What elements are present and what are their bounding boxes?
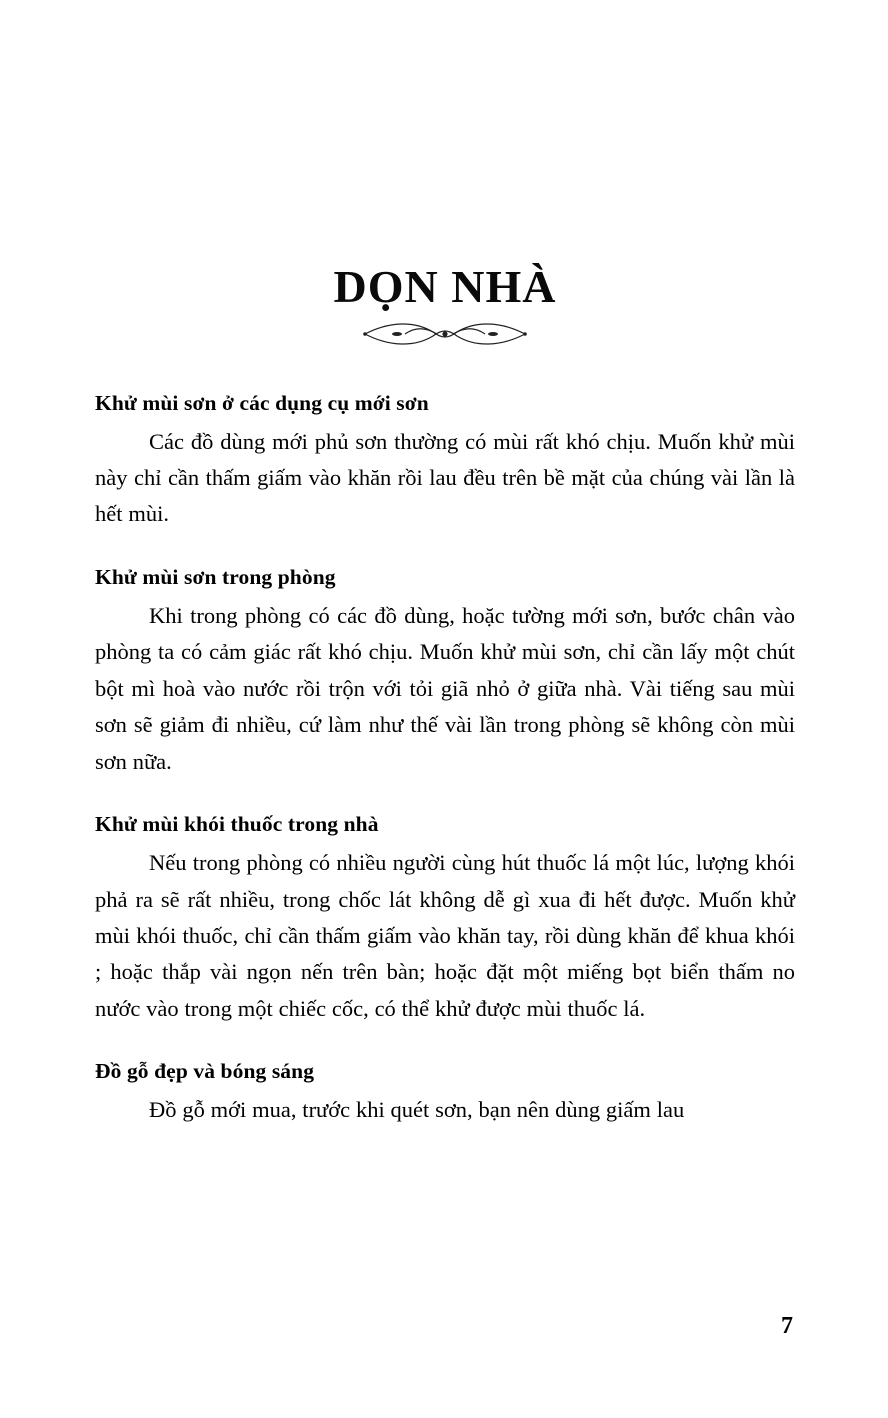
section-block [95,810,795,1027]
section-heading: Đồ gỗ đẹp và bóng sáng [95,1059,315,1084]
chapter-title: DỌN NHÀ [333,261,557,312]
section-block [95,563,795,780]
section-paragraph: Nếu trong phòng có nhiều người cùng hút thuốc lá một lúc, lượng khói phả ra sẽ rất nhiều, trong chốc lát không dễ gì xua đi hết được. Muốn khử mùi khói thuốc, chỉ cần thấm giấm vào khăn tay, rồi dùng khăn để khua khói ; hoặc thắp vài ngọn nến trên bàn; hoặc đặt một miếng bọt biển thấm no nước vào trong một chiếc cốc, có thể khử được mùi thuốc lá. [95,850,795,1021]
flourish-ornament-icon [95,319,795,353]
page-number: 7 [781,1313,793,1339]
page-content [95,0,795,1129]
section-block [95,1057,795,1128]
section-block [95,389,795,533]
section-paragraph: Các đồ dùng mới phủ sơn thường có mùi rất khó chịu. Muốn khử mùi này chỉ cần thấm giấm vào khăn rồi lau đều trên bề mặt của chúng vài lần là hết mùi. [95,428,795,527]
section-paragraph: Đồ gỗ mới mua, trước khi quét sơn, bạn nên dùng giấm lau [149,1097,685,1123]
section-heading: Khử mùi khói thuốc trong nhà [95,812,379,837]
section-paragraph: Khi trong phòng có các đồ dùng, hoặc tường mới sơn, bước chân vào phòng ta có cảm giác rất khó chịu. Muốn khử mùi sơn, chỉ cần lấy một chút bột mì hoà vào nước rồi trộn với tỏi giã nhỏ ở giữa nhà. Vài tiếng sau mùi sơn sẽ giảm đi nhiều, cứ làm như thế vài lần trong phòng sẽ không còn mùi sơn nữa. [95,602,795,774]
section-heading: Khử mùi sơn ở các dụng cụ mới sơn [95,390,429,415]
section-heading: Khử mùi sơn trong phòng [95,564,336,589]
